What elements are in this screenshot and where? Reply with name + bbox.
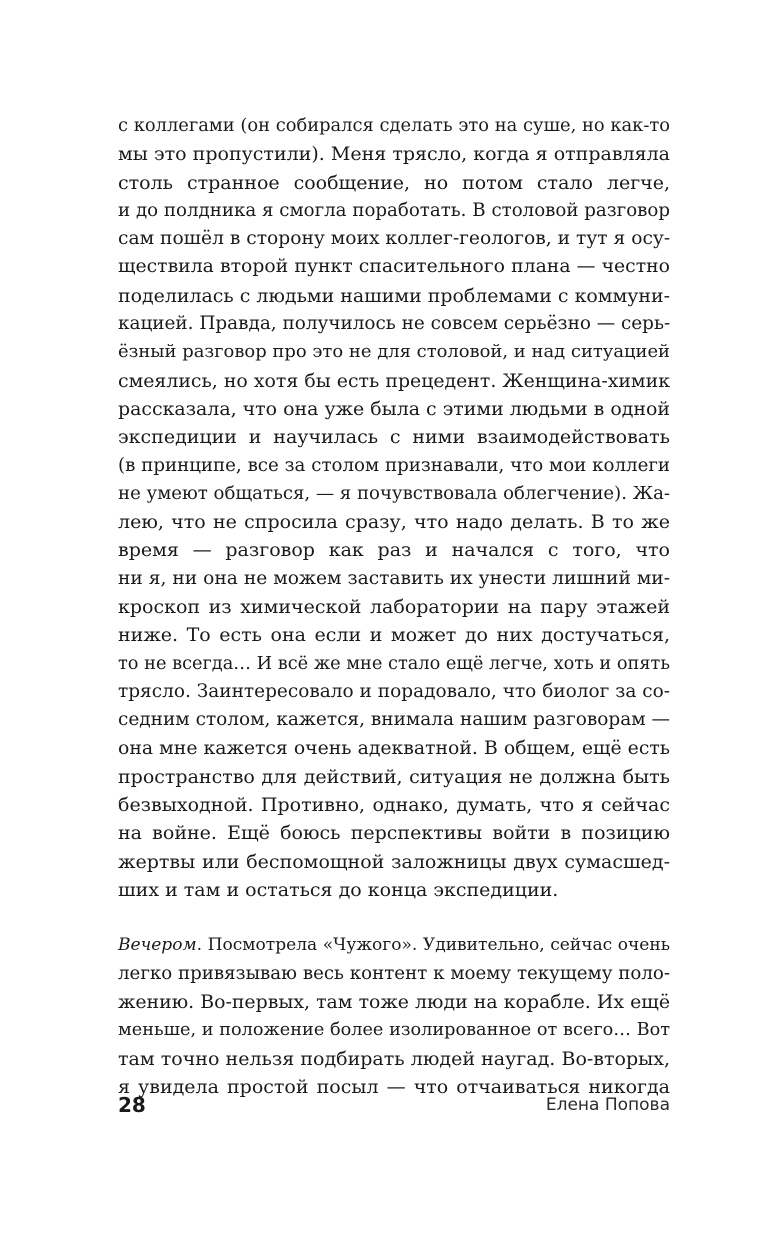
text-line: безвыходной. Противно, однако, думать, что я сейчас <box>118 794 670 817</box>
text-line: (в принципе, все за столом признавали, что мои коллеги <box>118 454 670 476</box>
page-number: 28 <box>118 1093 146 1117</box>
text-line: ниже. То есть она если и может до них достучаться, <box>118 624 670 647</box>
text-line: жению. Во-первых, там тоже люди на корабле. Их ещё <box>118 990 670 1013</box>
text-line: смеялись, но хотя бы есть прецедент. Женщина-химик <box>118 369 670 392</box>
paragraph-1 <box>118 112 670 904</box>
text-line: ёзный разговор про это не для столовой, и над ситуацией <box>118 341 670 363</box>
text-line: поделилась с людьми нашими проблемами с коммуни- <box>118 284 670 307</box>
text-line: время — разговор как раз и начался с того, что <box>118 539 670 562</box>
paragraph-2-lead-italic: Вечером <box>118 935 197 956</box>
text-line: с коллегами (он собирался сделать это на суше, но как-то <box>118 115 670 136</box>
paragraph-gap <box>118 904 670 931</box>
text-line: пространство для действий, ситуация не должна быть <box>118 765 670 788</box>
text-line: там точно нельзя подбирать людей наугад. Во-вторых, <box>118 1047 670 1070</box>
page-footer <box>118 1093 670 1123</box>
page-body <box>118 112 670 1101</box>
paragraph-2 <box>118 931 670 1101</box>
text-line: ших и там и остаться до конца экспедиции. <box>118 879 559 902</box>
text-line: сам пошёл в сторону моих коллег-геологов, и тут я осу- <box>118 228 671 250</box>
text-line: кацией. Правда, получилось не совсем серьёзно — серь- <box>118 313 671 335</box>
text-line: то не всегда… И всё же мне стало ещё легче, хоть и опять <box>118 653 670 674</box>
text-line: экспедиции и научилась с ними взаимодействовать <box>118 426 670 449</box>
text-line: рассказала, что она уже была с этими людьми в одной <box>118 397 670 420</box>
text-line: и до полдника я смогла поработать. В столовой разговор <box>118 199 670 221</box>
text-line: лею, что не спросила сразу, что надо делать. В то же <box>118 511 670 534</box>
text-line: ни я, ни она не можем заставить их унести лишний ми- <box>118 567 670 589</box>
paragraph-2-first-line <box>118 931 670 959</box>
paragraph-2-first-line-rest: . Посмотрела «Чужого». Удивительно, сейчас очень <box>196 935 670 956</box>
text-line: жертвы или беспомощной заложницы двух сумасшед- <box>118 850 670 873</box>
text-line: меньше, и положение более изолированное от всего… Вот <box>118 1020 670 1041</box>
text-line: она мне кажется очень адекватной. В общем, ещё есть <box>118 737 670 759</box>
text-line: седним столом, кажется, внимала нашим разговорам — <box>118 709 670 731</box>
text-line: не умеют общаться, — я почувствовала облегчение). Жа- <box>118 482 670 504</box>
text-line: легко привязываю весь контент к моему текущему поло- <box>118 962 670 984</box>
text-line: столь странное сообщение, но потом стало легче, <box>118 171 670 194</box>
text-line: ществила второй пункт спасительного плана — честно <box>118 256 670 278</box>
text-line: мы это пропустили). Меня трясло, когда я отправляла <box>118 143 670 166</box>
text-line: я увидела простой посыл — что отчаиваться никогда <box>118 1075 670 1098</box>
text-line: на войне. Ещё боюсь перспективы войти в позицию <box>118 822 670 845</box>
running-footer-author: Елена Попова <box>545 1095 670 1115</box>
text-line: трясло. Заинтересовало и порадовало, что биолог за со- <box>118 680 670 702</box>
text-line: кроскоп из химической лаборатории на пару этажей <box>118 596 670 619</box>
